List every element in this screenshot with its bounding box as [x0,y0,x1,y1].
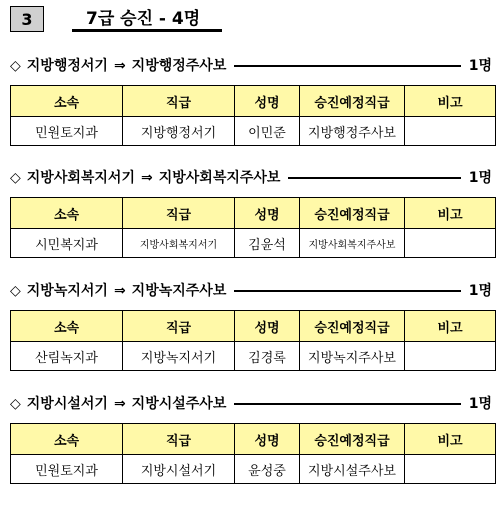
col-header-name: 성명 [235,86,300,117]
headcount: 1명 [468,170,492,186]
col-header-grade: 직급 [123,311,235,342]
col-header-name: 성명 [235,198,300,229]
table-header-row [11,311,496,342]
table-row [11,117,496,146]
section-number: 3 [10,6,44,32]
promotion-table [10,85,496,146]
col-header-note: 비고 [405,311,496,342]
divider-rule [234,403,460,405]
divider-rule [288,177,460,179]
col-header-name: 성명 [235,424,300,455]
cell-name: 김경록 [235,342,300,371]
col-header-target: 승진예정직급 [300,86,405,117]
arrow-icon: ⇒ [113,58,126,74]
from-grade: 지방녹지서기 [26,283,108,299]
cell-name: 윤성중 [235,455,300,484]
cell-dept: 시민복지과 [11,229,123,258]
section-heading [10,280,492,302]
cell-dept: 민원토지과 [11,117,123,146]
section-heading [10,167,492,189]
cell-note [405,455,496,484]
table-header-row [11,424,496,455]
table-header-row [11,198,496,229]
promotion-section-3 [10,280,492,371]
col-header-dept: 소속 [11,198,123,229]
headcount: 1명 [468,396,492,412]
table-row [11,229,496,258]
col-header-grade: 직급 [123,86,235,117]
arrow-icon: ⇒ [113,283,126,299]
headcount: 1명 [468,58,492,74]
promotion-section-1 [10,55,492,146]
section-heading [10,393,492,415]
arrow-icon: ⇒ [113,396,126,412]
section-header [10,6,220,34]
to-grade: 지방시설주사보 [131,396,227,412]
cell-note [405,117,496,146]
from-grade: 지방시설서기 [26,396,108,412]
diamond-bullet-icon: ◇ [10,170,21,186]
promotion-section-4 [10,393,492,484]
col-header-grade: 직급 [123,198,235,229]
diamond-bullet-icon: ◇ [10,283,21,299]
cell-name: 김윤석 [235,229,300,258]
table-row [11,342,496,371]
col-header-note: 비고 [405,86,496,117]
diamond-bullet-icon: ◇ [10,58,21,74]
promotion-table [10,197,496,258]
cell-grade: 지방행정서기 [123,117,235,146]
cell-target: 지방사회복지주사보 [300,229,405,258]
table-header-row [11,86,496,117]
cell-grade: 지방사회복지서기 [123,229,235,258]
cell-target: 지방행정주사보 [300,117,405,146]
col-header-dept: 소속 [11,86,123,117]
col-header-dept: 소속 [11,424,123,455]
cell-dept: 민원토지과 [11,455,123,484]
cell-dept: 산림녹지과 [11,342,123,371]
diamond-bullet-icon: ◇ [10,396,21,412]
section-heading [10,55,492,77]
col-header-note: 비고 [405,198,496,229]
to-grade: 지방녹지주사보 [131,283,227,299]
headcount: 1명 [468,283,492,299]
col-header-target: 승진예정직급 [300,311,405,342]
divider-rule [234,290,460,292]
col-header-grade: 직급 [123,424,235,455]
table-row [11,455,496,484]
cell-grade: 지방시설서기 [123,455,235,484]
from-grade: 지방행정서기 [26,58,108,74]
to-grade: 지방사회복지주사보 [158,170,281,186]
promotion-section-2 [10,167,492,258]
cell-note [405,342,496,371]
cell-name: 이민준 [235,117,300,146]
col-header-target: 승진예정직급 [300,198,405,229]
section-title: 7급 승진 - 4명 [72,6,222,32]
cell-target: 지방녹지주사보 [300,342,405,371]
col-header-note: 비고 [405,424,496,455]
col-header-target: 승진예정직급 [300,424,405,455]
promotion-table [10,423,496,484]
to-grade: 지방행정주사보 [131,58,227,74]
arrow-icon: ⇒ [140,170,153,186]
from-grade: 지방사회복지서기 [26,170,135,186]
col-header-dept: 소속 [11,311,123,342]
divider-rule [234,65,460,67]
cell-target: 지방시설주사보 [300,455,405,484]
promotion-table [10,310,496,371]
col-header-name: 성명 [235,311,300,342]
cell-grade: 지방녹지서기 [123,342,235,371]
cell-note [405,229,496,258]
